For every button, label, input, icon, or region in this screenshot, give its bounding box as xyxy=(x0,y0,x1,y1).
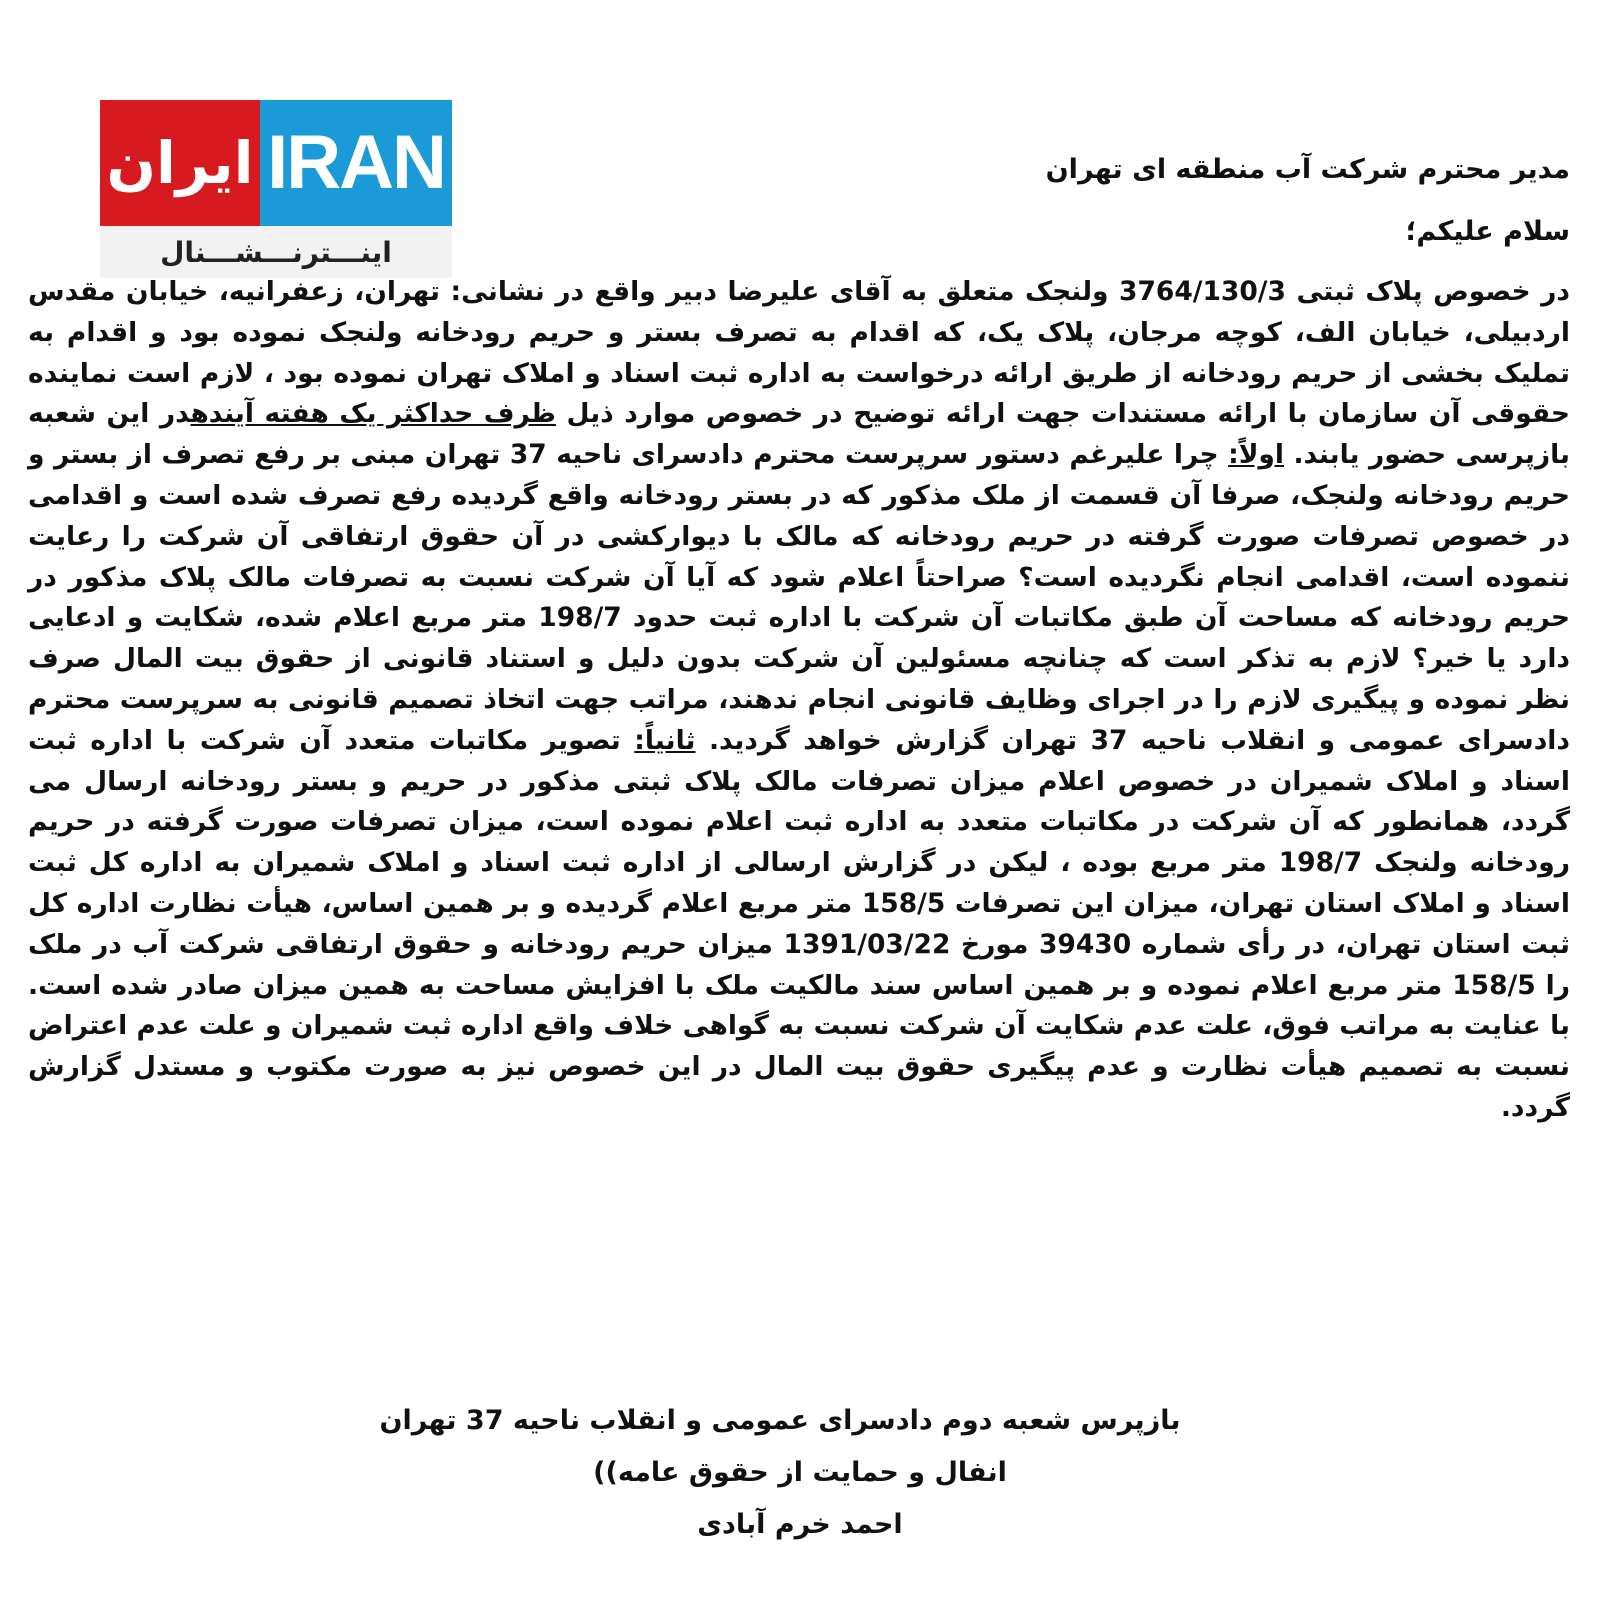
iran-international-logo xyxy=(100,100,452,278)
body-second-point-label: ثانیاً: xyxy=(634,724,696,756)
body-segment-7: تصویر مکاتبات متعدد آن شرکت با اداره ثبت اسناد و املاک شمیران در خصوص اعلام میزان تصرفات مالک پلاک ثبتی مذکور در حریم و بستر رودخانه ارسال می گردد، همانطور که آن شرکت در مکاتبات متعدد به اداره ثبت اعلام نموده است، میزان تصرفات صورت گرفته در حریم رودخانه ولنجک 198/7 متر مربع بوده ، لیکن در گزارش ارسالی از اداره ثبت اسناد و املاک شمیران به اداره کل ثبت اسناد و املاک استان تهران، میزان این تصرفات 158/5 متر مربع اعلام گردیده و بر همین اساس، هیأت نظارت اداره کل ثبت استان تهران، در رأی شماره 39430 مورخ 1391/03/22 میزان حریم رودخانه و حقوق ارتفاقی شرکت آب در ملک را 158/5 متر مربع اعلام نموده و بر همین اساس سند مالکیت ملک با افزایش مساحت به همین میزان صادر شده است. با عنایت به مراتب فوق، علت عدم شکایت آن شرکت نسبت به گواهی خلاف واقع اداره ثبت شمیران و علت عدم اعتراض نسبت به تصمیم هیأت نظارت و عدم پیگیری حقوق بیت المال در این خصوص نیز به صورت مکتوب و مستدل گزارش گردد. xyxy=(28,724,1571,1123)
logo-subtitle: اینـــترنـــشـــنال xyxy=(100,226,452,278)
body-first-point-label: اولاً: xyxy=(1228,439,1284,471)
letter-body xyxy=(28,272,1570,1129)
logo-persian-word: ایران xyxy=(100,100,260,226)
logo-latin-word: IRAN xyxy=(260,100,452,226)
signature-department: انفال و حمایت از حقوق عامه)) xyxy=(593,1457,1007,1488)
letter-greeting: سلام علیکم؛ xyxy=(1405,216,1570,247)
body-segment-1: در خصوص پلاک ثبتی 3764/130/3 ولنجک متعلق به آقای علیرضا دبیر واقع در نشانی: تهران، زعفرانیه، خیابان مقدس اردبیلی، خیابان الف، کوچه مرجان، پلاک یک، که اقدام به تصرف بستر و حریم رودخانه ولنجک نموده بود و اقدام به تملیک بخشی از حریم رودخانه از طریق ارائه درخواست به اداره ثبت اسناد و املاک تهران نموده بود ، لازم است نماینده حقوقی آن سازمان با ارائه مستندات جهت ارائه توضیح در خصوص موارد ذیل xyxy=(28,276,1570,430)
body-segment-5: چرا علیرغم دستور سرپرست محترم دادسرای ناحیه 37 تهران مبنی بر رفع تصرف از بستر و حریم رودخانه ولنجک، صرفا آن قسمت از ملک مذکور که در بستر رودخانه واقع گردیده رفع تصرف شده است و اقدامی در خصوص تصرفات صورت گرفته در حریم رودخانه که مالک با دیوارکشی در آن حقوق ارتفاقی آن شرکت را رعایت ننموده است، اقدامی انجام نگردیده است؟ صراحتاً اعلام شود که آیا آن شرکت نسبت به تصرفات مالک پلاک مذکور در حریم رودخانه که مساحت آن طبق مکاتبات آن شرکت با اداره ثبت حدود 198/7 متر مربع اعلام شده، شکایت و ادعایی دارد یا خیر؟ لازم به تذکر است که چنانچه مسئولین آن شرکت بدون دلیل و استناد قانونی از حقوق بیت المال صرف نظر نموده و پیگیری لازم را در اجرای وظایف قانونی انجام ندهند، مراتب جهت اتخاذ تصمیم قانونی به سرپرست محترم دادسرای عمومی و انقلاب ناحیه 37 تهران گزارش خواهد گردید. xyxy=(28,439,1570,756)
signature-name: احمد خرم آبادی xyxy=(697,1509,903,1540)
body-deadline-underlined: ظرف حداکثر یک هفته آینده xyxy=(190,398,556,430)
body-segment-3: در این شعبه بازپرسی حضور یابند. xyxy=(28,398,1571,471)
letter-addressee: مدیر محترم شرکت آب منطقه ای تهران xyxy=(1045,154,1570,185)
signature-title: بازپرس شعبه دوم دادسرای عمومی و انقلاب ناحیه 37 تهران xyxy=(379,1405,1181,1436)
signature-block xyxy=(0,1395,1600,1551)
